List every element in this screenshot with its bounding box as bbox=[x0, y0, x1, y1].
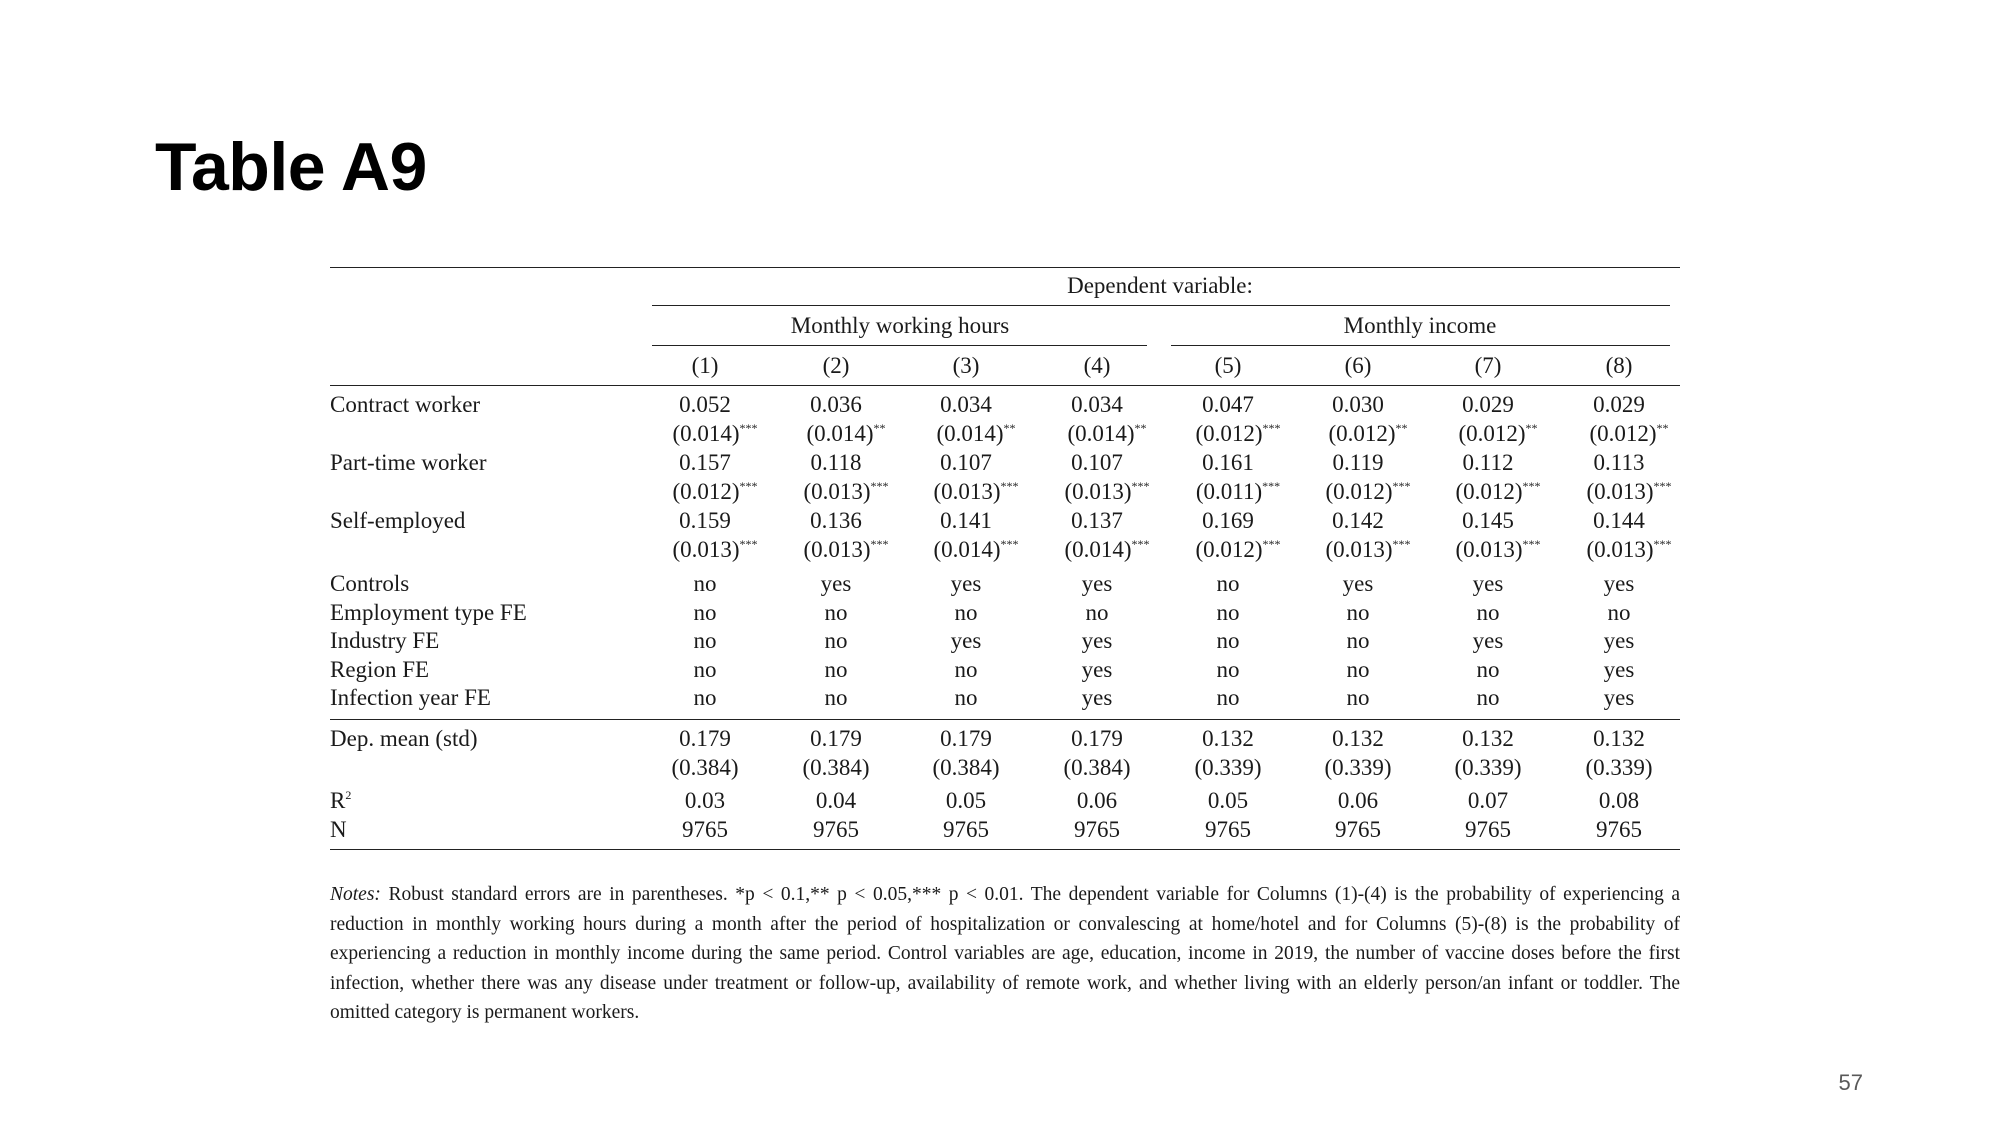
std-error-value: (0.013) bbox=[1455, 537, 1523, 562]
fe-indicator: no bbox=[1607, 600, 1631, 625]
coefficient: 0.145 bbox=[1462, 508, 1514, 533]
dep-mean: 0.132 bbox=[1332, 726, 1384, 751]
significance-stars: *** bbox=[1000, 479, 1019, 493]
coefficient: 0.119 bbox=[1332, 450, 1384, 475]
std-error bbox=[1586, 535, 1671, 564]
dep-mean: 0.132 bbox=[1462, 726, 1514, 751]
significance-stars: *** bbox=[1653, 537, 1672, 551]
significance-stars: *** bbox=[1392, 537, 1411, 551]
r-squared-label: R bbox=[330, 788, 346, 813]
std-error bbox=[933, 477, 1018, 506]
std-error bbox=[1195, 419, 1280, 448]
std-error bbox=[1325, 477, 1410, 506]
fe-indicator: no bbox=[693, 657, 717, 682]
fe-indicator: no bbox=[824, 600, 848, 625]
significance-stars: ** bbox=[1656, 421, 1669, 435]
group-rule-hours bbox=[652, 345, 1147, 346]
page-number: 57 bbox=[1838, 1070, 1863, 1095]
coefficient: 0.047 bbox=[1202, 392, 1254, 417]
dep-std: (0.339) bbox=[1454, 755, 1522, 780]
std-error bbox=[936, 419, 1015, 448]
r-squared: 0.06 bbox=[1337, 788, 1379, 813]
std-error bbox=[1455, 477, 1540, 506]
bottom-rule bbox=[330, 849, 1680, 850]
row-label: Controls bbox=[330, 571, 410, 596]
column-header: (6) bbox=[1344, 353, 1372, 378]
coefficient: 0.118 bbox=[810, 450, 862, 475]
coefficient: 0.029 bbox=[1462, 392, 1514, 417]
r-squared: 0.08 bbox=[1598, 788, 1640, 813]
std-error-value: (0.012) bbox=[1328, 421, 1396, 446]
significance-stars: *** bbox=[1522, 537, 1541, 551]
row-label: Self-employed bbox=[330, 508, 466, 533]
fe-indicator: no bbox=[954, 685, 978, 710]
header-rule bbox=[330, 385, 1680, 386]
dep-mean: 0.179 bbox=[940, 726, 992, 751]
observations: 9765 bbox=[682, 817, 728, 842]
std-error bbox=[933, 535, 1018, 564]
coefficient: 0.029 bbox=[1593, 392, 1645, 417]
fe-indicator: no bbox=[824, 657, 848, 682]
std-error bbox=[1328, 419, 1407, 448]
dep-mean: 0.179 bbox=[679, 726, 731, 751]
dep-std: (0.339) bbox=[1324, 755, 1392, 780]
table-notes bbox=[330, 880, 1680, 1028]
significance-stars: *** bbox=[1262, 537, 1281, 551]
coefficient: 0.107 bbox=[940, 450, 992, 475]
std-error-value: (0.013) bbox=[933, 479, 1001, 504]
fe-indicator: no bbox=[824, 685, 848, 710]
coefficient: 0.136 bbox=[810, 508, 862, 533]
std-error bbox=[803, 477, 888, 506]
std-error-value: (0.012) bbox=[672, 479, 740, 504]
observations: 9765 bbox=[1335, 817, 1381, 842]
row-label: Region FE bbox=[330, 657, 430, 682]
std-error-value: (0.014) bbox=[1064, 537, 1132, 562]
group-header-income: Monthly income bbox=[1343, 313, 1497, 338]
row-label: Infection year FE bbox=[330, 685, 491, 710]
significance-stars: *** bbox=[739, 537, 758, 551]
r-squared: 0.03 bbox=[684, 788, 726, 813]
std-error-value: (0.012) bbox=[1458, 421, 1526, 446]
fe-indicator: no bbox=[1216, 685, 1240, 710]
row-label: Contract worker bbox=[330, 392, 481, 417]
std-error-value: (0.014) bbox=[933, 537, 1001, 562]
std-error bbox=[806, 419, 885, 448]
significance-stars: ** bbox=[1134, 421, 1147, 435]
significance-stars: *** bbox=[1131, 537, 1150, 551]
std-error-value: (0.012) bbox=[1325, 479, 1393, 504]
std-error-value: (0.012) bbox=[1195, 537, 1263, 562]
fe-indicator: yes bbox=[1603, 628, 1635, 653]
significance-stars: *** bbox=[1131, 479, 1150, 493]
std-error-value: (0.012) bbox=[1589, 421, 1657, 446]
dep-std: (0.384) bbox=[932, 755, 1000, 780]
dependent-variable-label: Dependent variable: bbox=[1067, 273, 1253, 298]
coefficient: 0.113 bbox=[1593, 450, 1645, 475]
row-label: N bbox=[330, 817, 347, 842]
std-error bbox=[1586, 477, 1671, 506]
coefficient: 0.169 bbox=[1202, 508, 1254, 533]
fe-indicator: no bbox=[954, 600, 978, 625]
column-header: (7) bbox=[1474, 353, 1502, 378]
fe-indicator: no bbox=[1085, 600, 1109, 625]
slide-title: Table A9 bbox=[155, 129, 427, 205]
fe-indicator: no bbox=[693, 685, 717, 710]
std-error bbox=[1455, 535, 1540, 564]
std-error bbox=[1458, 419, 1537, 448]
column-header: (1) bbox=[691, 353, 719, 378]
fe-indicator: yes bbox=[1081, 657, 1113, 682]
observations: 9765 bbox=[1465, 817, 1511, 842]
significance-stars: ** bbox=[873, 421, 886, 435]
std-error bbox=[1325, 535, 1410, 564]
fe-indicator: yes bbox=[950, 628, 982, 653]
stats-rule bbox=[330, 719, 1680, 720]
significance-stars: *** bbox=[1000, 537, 1019, 551]
coefficient: 0.030 bbox=[1332, 392, 1384, 417]
std-error-value: (0.014) bbox=[1067, 421, 1135, 446]
fe-indicator: yes bbox=[1081, 628, 1113, 653]
r-squared: 0.07 bbox=[1467, 788, 1509, 813]
notes-text: Robust standard errors are in parentheses. *p < 0.1,** p < 0.05,*** p < 0.01. The dependent variable for Columns (1)-(4) is the probability of experiencing a reduction in monthly working hours during a month after the period of hospitalization or convalescing at home/hotel and for Columns (5)-(8) is the probability of experiencing a reduction in monthly income during the same period. Control variables are age, education, income in 2019, the number of vaccine doses before the first infection, whether there was any disease under treatment or follow-up, availability of remote work, and whether living with an elderly person/an infant or toddler. The omitted category is permanent workers. bbox=[330, 884, 1681, 1023]
fe-indicator: yes bbox=[1342, 571, 1374, 596]
observations: 9765 bbox=[943, 817, 989, 842]
fe-indicator: no bbox=[954, 657, 978, 682]
significance-stars: ** bbox=[1395, 421, 1408, 435]
coefficient: 0.144 bbox=[1593, 508, 1645, 533]
significance-stars: *** bbox=[1392, 479, 1411, 493]
row-label: Employment type FE bbox=[330, 600, 527, 625]
group-rule-income bbox=[1171, 345, 1670, 346]
std-error-value: (0.011) bbox=[1195, 479, 1263, 504]
dep-std: (0.384) bbox=[671, 755, 739, 780]
fe-indicator: no bbox=[693, 628, 717, 653]
fe-indicator: no bbox=[693, 600, 717, 625]
row-label: Part-time worker bbox=[330, 450, 487, 475]
r-squared: 0.06 bbox=[1076, 788, 1118, 813]
std-error bbox=[1195, 535, 1280, 564]
dep-mean: 0.132 bbox=[1202, 726, 1254, 751]
coefficient: 0.112 bbox=[1462, 450, 1514, 475]
std-error-value: (0.013) bbox=[803, 479, 871, 504]
fe-indicator: no bbox=[1216, 628, 1240, 653]
dep-std: (0.339) bbox=[1585, 755, 1653, 780]
std-error-value: (0.013) bbox=[1064, 479, 1132, 504]
std-error-value: (0.014) bbox=[672, 421, 740, 446]
std-error bbox=[1064, 535, 1149, 564]
std-error-value: (0.013) bbox=[1325, 537, 1393, 562]
column-header: (8) bbox=[1605, 353, 1633, 378]
fe-indicator: no bbox=[824, 628, 848, 653]
significance-stars: *** bbox=[870, 479, 889, 493]
fe-indicator: no bbox=[1346, 657, 1370, 682]
r-squared: 0.05 bbox=[945, 788, 987, 813]
std-error bbox=[803, 535, 888, 564]
std-error bbox=[1589, 419, 1668, 448]
fe-indicator: no bbox=[1476, 600, 1500, 625]
std-error bbox=[672, 535, 757, 564]
coefficient: 0.157 bbox=[679, 450, 731, 475]
coefficient: 0.142 bbox=[1332, 508, 1384, 533]
top-rule bbox=[330, 267, 1680, 268]
observations: 9765 bbox=[813, 817, 859, 842]
std-error-value: (0.013) bbox=[803, 537, 871, 562]
std-error bbox=[672, 419, 757, 448]
fe-indicator: yes bbox=[820, 571, 852, 596]
dep-std: (0.384) bbox=[802, 755, 870, 780]
row-label: Dep. mean (std) bbox=[330, 726, 478, 751]
significance-stars: ** bbox=[1525, 421, 1538, 435]
fe-indicator: yes bbox=[1081, 685, 1113, 710]
coefficient: 0.034 bbox=[1071, 392, 1123, 417]
std-error-value: (0.013) bbox=[1586, 537, 1654, 562]
r-squared: 0.04 bbox=[815, 788, 857, 813]
r-squared-exponent: 2 bbox=[345, 788, 352, 802]
dependent-variable-rule bbox=[652, 305, 1670, 306]
significance-stars: ** bbox=[1003, 421, 1016, 435]
fe-indicator: yes bbox=[1603, 657, 1635, 682]
fe-indicator: no bbox=[1346, 628, 1370, 653]
column-header: (4) bbox=[1083, 353, 1111, 378]
fe-indicator: no bbox=[693, 571, 717, 596]
coefficient: 0.137 bbox=[1071, 508, 1123, 533]
significance-stars: *** bbox=[870, 537, 889, 551]
significance-stars: *** bbox=[739, 479, 758, 493]
fe-indicator: no bbox=[1476, 685, 1500, 710]
r-squared: 0.05 bbox=[1207, 788, 1249, 813]
column-header: (5) bbox=[1214, 353, 1242, 378]
coefficient: 0.141 bbox=[940, 508, 992, 533]
coefficient: 0.034 bbox=[940, 392, 992, 417]
dep-std: (0.339) bbox=[1194, 755, 1262, 780]
std-error-value: (0.014) bbox=[936, 421, 1004, 446]
dep-mean: 0.179 bbox=[1071, 726, 1123, 751]
coefficient: 0.036 bbox=[810, 392, 862, 417]
std-error-value: (0.013) bbox=[1586, 479, 1654, 504]
coefficient: 0.107 bbox=[1071, 450, 1123, 475]
row-label bbox=[330, 786, 351, 815]
std-error-value: (0.012) bbox=[1455, 479, 1523, 504]
coefficient: 0.052 bbox=[679, 392, 731, 417]
fe-indicator: yes bbox=[1472, 571, 1504, 596]
std-error bbox=[672, 477, 757, 506]
std-error bbox=[1196, 477, 1280, 506]
notes-lead: Notes: bbox=[330, 884, 381, 905]
significance-stars: *** bbox=[1653, 479, 1672, 493]
coefficient: 0.161 bbox=[1202, 450, 1254, 475]
fe-indicator: yes bbox=[1603, 685, 1635, 710]
fe-indicator: yes bbox=[1603, 571, 1635, 596]
observations: 9765 bbox=[1074, 817, 1120, 842]
fe-indicator: no bbox=[1476, 657, 1500, 682]
fe-indicator: no bbox=[1346, 600, 1370, 625]
std-error bbox=[1067, 419, 1146, 448]
std-error-value: (0.013) bbox=[672, 537, 740, 562]
std-error bbox=[1064, 477, 1149, 506]
dep-mean: 0.132 bbox=[1593, 726, 1645, 751]
fe-indicator: yes bbox=[1081, 571, 1113, 596]
fe-indicator: no bbox=[1346, 685, 1370, 710]
std-error-value: (0.012) bbox=[1195, 421, 1263, 446]
row-label: Industry FE bbox=[330, 628, 440, 653]
column-header: (3) bbox=[952, 353, 980, 378]
dep-std: (0.384) bbox=[1063, 755, 1131, 780]
dep-mean: 0.179 bbox=[810, 726, 862, 751]
fe-indicator: yes bbox=[950, 571, 982, 596]
coefficient: 0.159 bbox=[679, 508, 731, 533]
group-header-hours: Monthly working hours bbox=[790, 313, 1010, 338]
significance-stars: *** bbox=[1262, 479, 1281, 493]
fe-indicator: no bbox=[1216, 571, 1240, 596]
fe-indicator: yes bbox=[1472, 628, 1504, 653]
observations: 9765 bbox=[1596, 817, 1642, 842]
significance-stars: *** bbox=[1522, 479, 1541, 493]
std-error-value: (0.014) bbox=[806, 421, 874, 446]
observations: 9765 bbox=[1205, 817, 1251, 842]
significance-stars: *** bbox=[1262, 421, 1281, 435]
significance-stars: *** bbox=[739, 421, 758, 435]
fe-indicator: no bbox=[1216, 657, 1240, 682]
fe-indicator: no bbox=[1216, 600, 1240, 625]
column-header: (2) bbox=[822, 353, 850, 378]
